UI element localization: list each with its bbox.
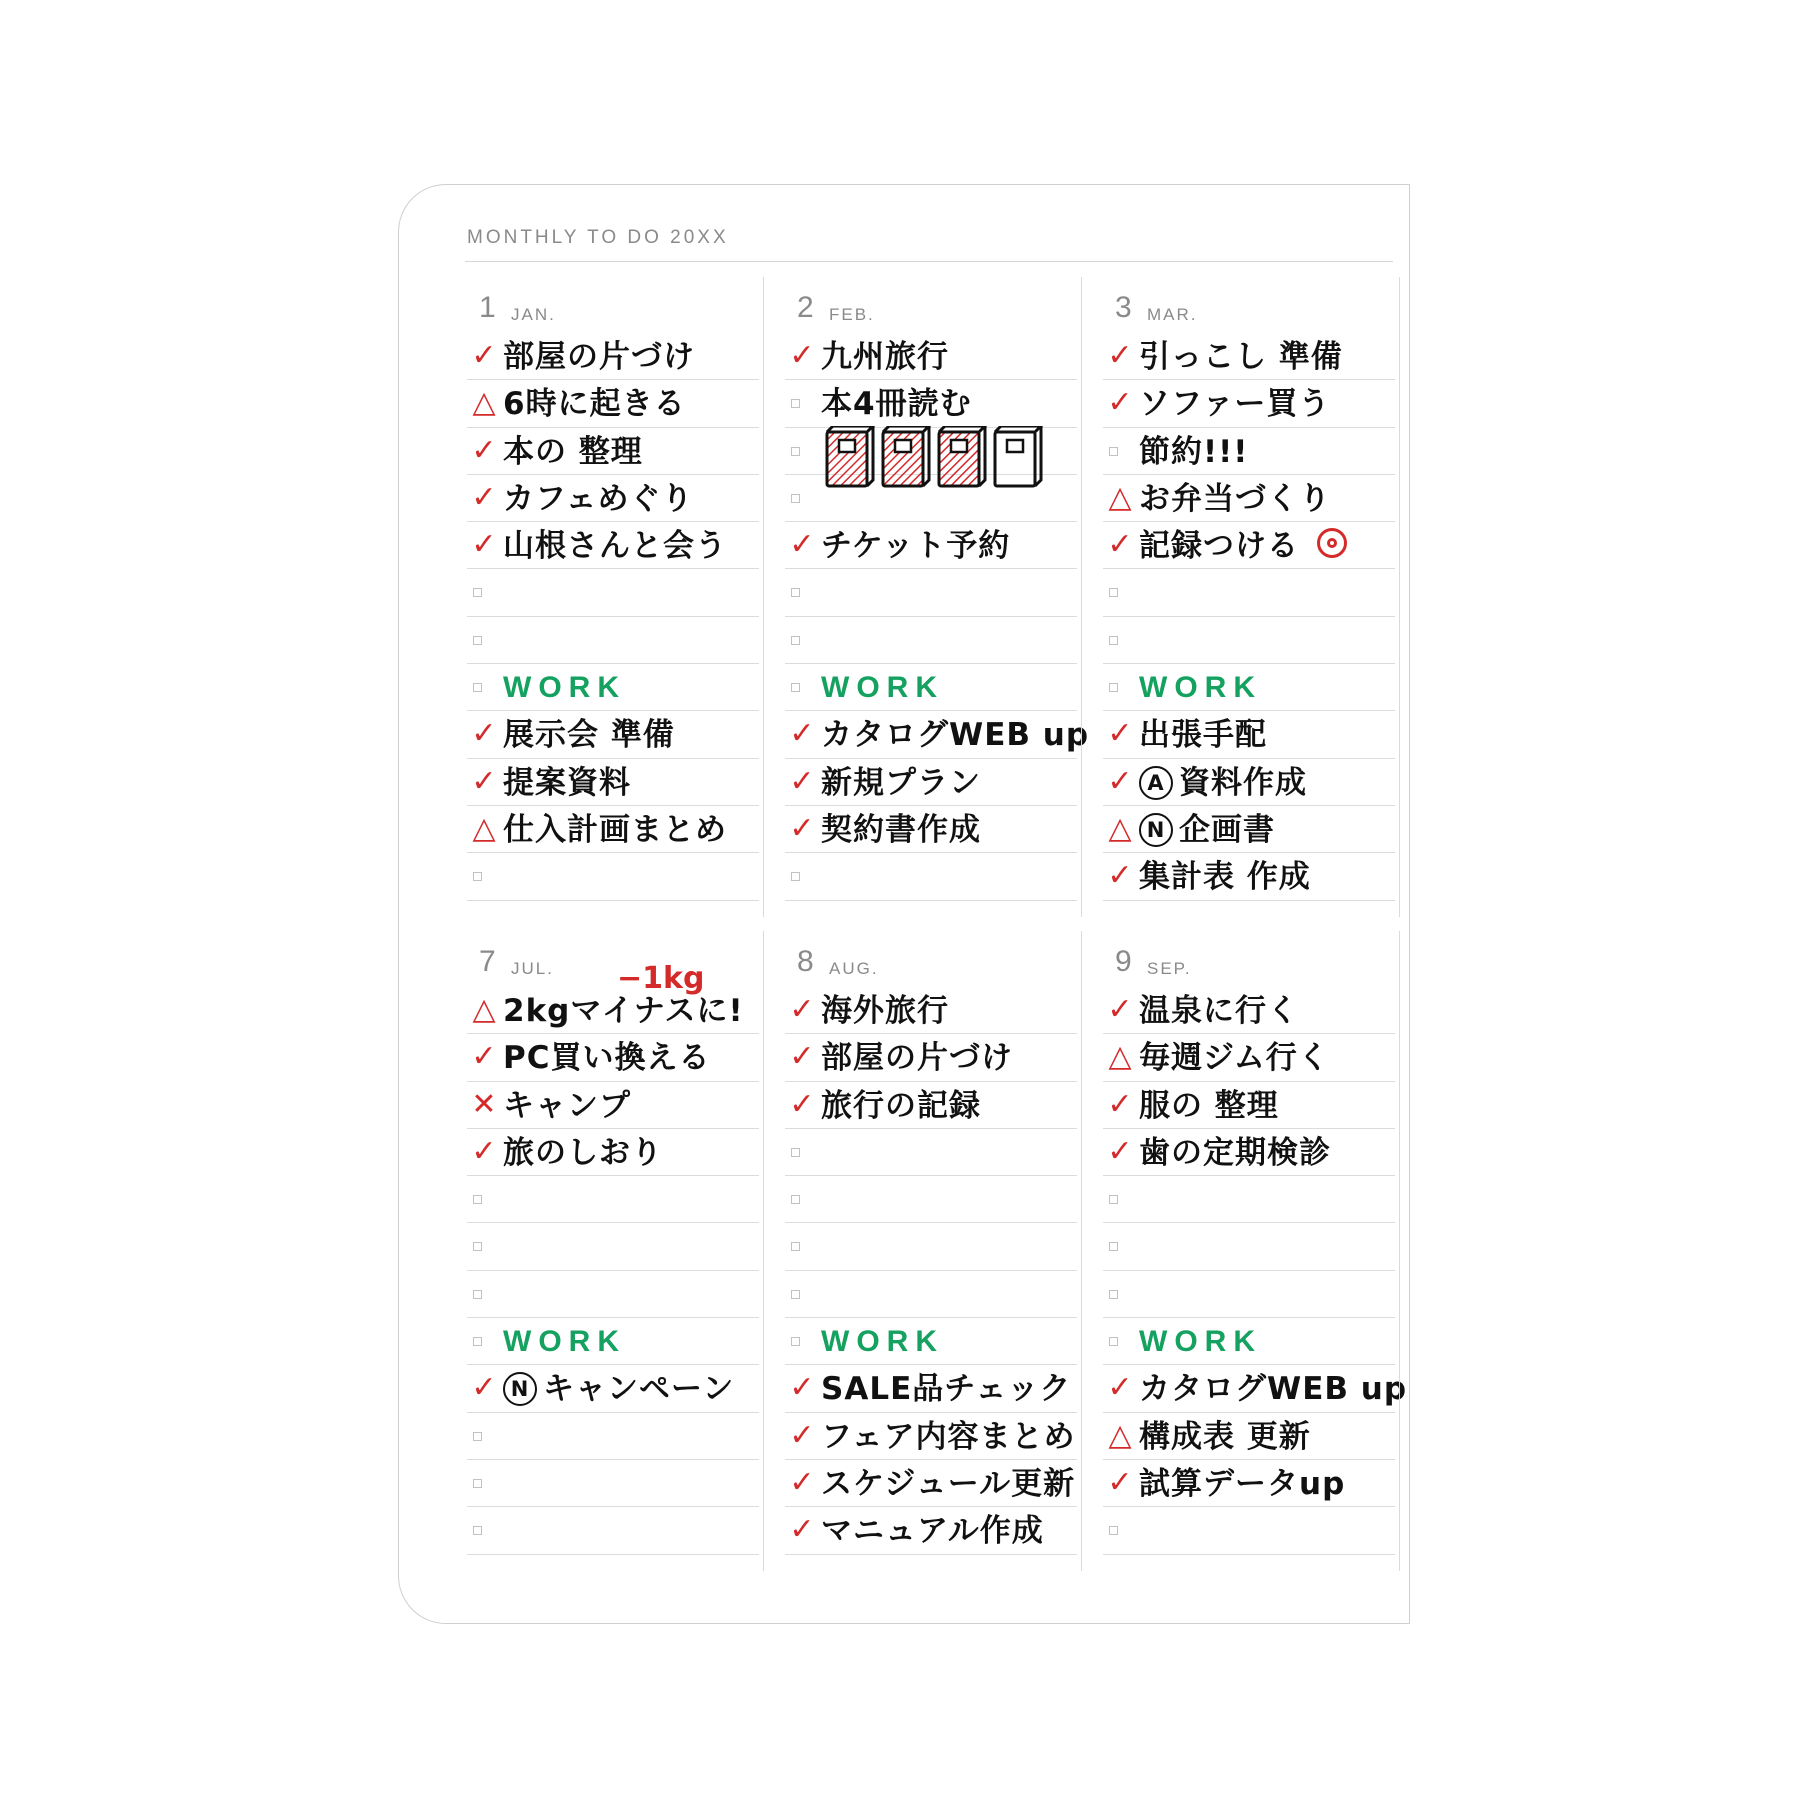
- todo-row[interactable]: [785, 522, 1077, 569]
- todo-row[interactable]: [467, 428, 759, 475]
- todo-row[interactable]: [467, 1271, 759, 1318]
- todo-row[interactable]: [785, 1176, 1077, 1223]
- todo-row[interactable]: [467, 1223, 759, 1270]
- task-text: [1139, 386, 1330, 422]
- todo-row[interactable]: [1103, 475, 1395, 522]
- red-check-icon[interactable]: ✓: [1107, 716, 1133, 752]
- empty-checkbox-icon[interactable]: [1103, 573, 1137, 611]
- empty-checkbox-icon[interactable]: [1103, 432, 1137, 470]
- todo-row[interactable]: [1103, 1082, 1395, 1129]
- task-label: 展示会 準備: [503, 717, 675, 754]
- month-name: JUL.: [511, 959, 554, 978]
- empty-checkbox-icon[interactable]: [1103, 668, 1137, 706]
- task-label: 海外旅行: [821, 993, 949, 1029]
- red-check-icon[interactable]: ✓: [1107, 1464, 1133, 1500]
- task-text: [503, 339, 695, 375]
- todo-row[interactable]: [785, 664, 1077, 711]
- month-column-jan: [467, 285, 759, 901]
- work-section-label: WORK: [1139, 671, 1262, 705]
- red-check-icon[interactable]: ✓: [471, 1039, 497, 1075]
- empty-checkbox-icon[interactable]: [467, 1275, 501, 1313]
- month-name: SEP.: [1147, 959, 1192, 978]
- todo-row[interactable]: [785, 711, 1090, 758]
- todo-row[interactable]: [1103, 1413, 1395, 1460]
- task-label: PC買い換える: [503, 1040, 711, 1077]
- monthly-todo-page: [398, 184, 1410, 1624]
- empty-checkbox-icon[interactable]: [467, 1180, 501, 1218]
- target-icon: [1317, 528, 1347, 558]
- month-header: [1103, 939, 1395, 987]
- red-check-icon[interactable]: ✓: [789, 1417, 815, 1453]
- todo-row[interactable]: [1103, 1129, 1395, 1176]
- column-divider: [1399, 277, 1400, 917]
- todo-row[interactable]: [467, 1082, 759, 1129]
- red-check-icon[interactable]: ✓: [1107, 1133, 1133, 1169]
- month-column-aug: [785, 939, 1077, 1555]
- task-label: 毎週ジム行く: [1139, 1040, 1330, 1077]
- empty-checkbox-icon[interactable]: [785, 857, 819, 895]
- red-check-icon[interactable]: ✓: [789, 763, 815, 799]
- task-label: 試算データup: [1139, 1465, 1346, 1502]
- todo-row[interactable]: [785, 1271, 1077, 1318]
- red-check-icon[interactable]: ✓: [1107, 338, 1133, 373]
- task-label: 企画書: [1179, 811, 1275, 848]
- empty-checkbox-icon[interactable]: [467, 621, 501, 659]
- todo-row[interactable]: [785, 1082, 1077, 1129]
- todo-row[interactable]: [1103, 1365, 1408, 1412]
- empty-checkbox-icon[interactable]: [785, 1133, 819, 1171]
- task-text: [1139, 812, 1275, 848]
- todo-row[interactable]: [1103, 711, 1395, 758]
- month-header: [467, 939, 759, 987]
- empty-checkbox-icon[interactable]: [467, 1417, 501, 1455]
- todo-row[interactable]: [467, 1413, 759, 1460]
- todo-row[interactable]: [1103, 522, 1395, 569]
- red-triangle-icon[interactable]: △: [1108, 1417, 1132, 1453]
- todo-row[interactable]: [467, 1365, 759, 1412]
- todo-row[interactable]: [785, 987, 1077, 1034]
- empty-checkbox-icon[interactable]: [467, 573, 501, 611]
- task-text: [821, 1513, 1044, 1549]
- todo-row[interactable]: [467, 853, 759, 900]
- month-header: [467, 285, 759, 333]
- empty-checkbox-icon[interactable]: [785, 1227, 819, 1265]
- month-header: [785, 285, 1077, 333]
- task-label: カタログWEB up: [1139, 1371, 1408, 1408]
- task-text: [503, 481, 693, 517]
- red-check-icon[interactable]: ✓: [789, 1039, 815, 1075]
- empty-checkbox-icon[interactable]: [1103, 1275, 1137, 1313]
- task-label: 引っこし 準備: [1139, 339, 1343, 375]
- red-check-icon[interactable]: ✓: [471, 1370, 497, 1406]
- red-check-icon[interactable]: ✓: [789, 338, 815, 373]
- red-check-icon[interactable]: ✓: [789, 1086, 815, 1122]
- todo-row[interactable]: [785, 475, 1077, 522]
- empty-checkbox-icon[interactable]: [1103, 1227, 1137, 1265]
- task-label: カフェめぐり: [503, 480, 694, 517]
- task-label: 6時に起きる: [503, 386, 686, 423]
- red-check-icon[interactable]: ✓: [1107, 1370, 1133, 1406]
- todo-row[interactable]: [1103, 380, 1395, 427]
- empty-checkbox-icon[interactable]: [1103, 1180, 1137, 1218]
- task-label: 旅行の記録: [821, 1087, 981, 1124]
- task-label: SALE品チェック: [821, 1371, 1072, 1408]
- todo-row[interactable]: [467, 806, 759, 853]
- task-label: キャンプ: [503, 1087, 631, 1124]
- task-text: [821, 1371, 1071, 1407]
- column-divider: [763, 931, 764, 1571]
- task-text: [503, 812, 727, 848]
- task-text: [821, 339, 949, 375]
- empty-checkbox-icon[interactable]: [785, 1275, 819, 1313]
- todo-row[interactable]: [467, 569, 759, 616]
- todo-row[interactable]: [467, 1507, 759, 1554]
- month-column-feb: [785, 285, 1090, 901]
- task-label: 部屋の片づけ: [503, 339, 695, 375]
- todo-row[interactable]: [1103, 664, 1395, 711]
- todo-row[interactable]: [1103, 428, 1395, 475]
- task-text: [1139, 993, 1299, 1029]
- todo-row[interactable]: [785, 1034, 1077, 1081]
- task-label: 集計表 作成: [1139, 859, 1311, 896]
- red-annotation: −1kg: [617, 961, 705, 996]
- task-text: [821, 765, 981, 801]
- red-check-icon[interactable]: ✓: [1107, 1086, 1133, 1122]
- column-divider: [1081, 277, 1082, 917]
- task-text: [1139, 859, 1311, 895]
- task-text: [821, 1419, 1075, 1455]
- task-label: 節約!!!: [1139, 433, 1249, 470]
- task-text: [821, 528, 1010, 564]
- task-label: 温泉に行く: [1139, 993, 1299, 1029]
- task-label: 構成表 更新: [1139, 1418, 1311, 1455]
- task-label: 契約書作成: [821, 811, 981, 848]
- todo-row[interactable]: [467, 380, 759, 427]
- todo-row[interactable]: [467, 664, 759, 711]
- task-label: 記録つける: [1139, 528, 1299, 565]
- column-divider: [1399, 931, 1400, 1571]
- task-label: チケット予約: [821, 528, 1011, 565]
- empty-checkbox-icon[interactable]: [1103, 1322, 1137, 1360]
- task-label: 旅のしおり: [503, 1134, 663, 1171]
- task-label: 歯の定期検診: [1139, 1134, 1331, 1171]
- red-check-icon[interactable]: ✓: [789, 992, 815, 1027]
- todo-row[interactable]: [467, 1318, 759, 1365]
- red-check-icon[interactable]: ✓: [1107, 385, 1133, 421]
- todo-row[interactable]: [1103, 1318, 1395, 1365]
- todo-row[interactable]: [467, 475, 759, 522]
- work-section-label: WORK: [821, 1325, 944, 1359]
- empty-checkbox-icon[interactable]: [1103, 1511, 1137, 1549]
- red-triangle-icon[interactable]: △: [1108, 479, 1132, 515]
- red-check-icon[interactable]: ✓: [789, 1512, 815, 1548]
- month-name: AUG.: [829, 959, 879, 978]
- red-check-icon[interactable]: ✓: [471, 527, 497, 563]
- month-number: 2: [797, 291, 814, 324]
- todo-row[interactable]: [785, 806, 1077, 853]
- red-check-icon[interactable]: ✓: [471, 432, 497, 468]
- todo-row[interactable]: [1103, 759, 1395, 806]
- red-check-icon[interactable]: ✓: [789, 1370, 815, 1406]
- task-label: お弁当づくり: [1139, 480, 1331, 517]
- month-name: JAN.: [511, 305, 556, 324]
- red-check-icon[interactable]: ✓: [1107, 992, 1133, 1027]
- todo-row[interactable]: [1103, 1507, 1395, 1554]
- task-label: 提案資料: [503, 764, 631, 801]
- red-check-icon[interactable]: ✓: [789, 810, 815, 846]
- task-text: [503, 717, 675, 753]
- empty-checkbox-icon[interactable]: [785, 573, 819, 611]
- column-divider: [1081, 931, 1082, 1571]
- empty-checkbox-icon[interactable]: [785, 432, 819, 470]
- todo-row[interactable]: [785, 1129, 1077, 1176]
- task-text: [821, 1088, 981, 1124]
- red-triangle-icon[interactable]: △: [472, 385, 496, 421]
- month-name: MAR.: [1147, 305, 1198, 324]
- circled-letter-badge: N: [1139, 813, 1173, 847]
- task-text: [1139, 1371, 1407, 1407]
- todo-row[interactable]: [1103, 1034, 1395, 1081]
- task-label: 新規プラン: [821, 764, 981, 801]
- todo-row[interactable]: [467, 1129, 759, 1176]
- red-check-icon[interactable]: ✓: [789, 1464, 815, 1500]
- month-number: 3: [1115, 291, 1132, 324]
- empty-checkbox-icon[interactable]: [467, 1227, 501, 1265]
- empty-checkbox-icon[interactable]: [467, 1464, 501, 1502]
- todo-row[interactable]: [785, 1413, 1077, 1460]
- empty-checkbox-icon[interactable]: [467, 857, 501, 895]
- task-label: 出張手配: [1139, 717, 1267, 754]
- task-text: [1139, 434, 1248, 470]
- red-check-icon[interactable]: ✓: [1107, 763, 1133, 799]
- todo-row[interactable]: [1103, 1223, 1395, 1270]
- task-text: [503, 765, 631, 801]
- todo-row[interactable]: [785, 617, 1077, 664]
- task-label: キャンペーン: [543, 1371, 735, 1408]
- task-text: [503, 386, 686, 422]
- month-column-sep: [1103, 939, 1408, 1555]
- task-text: [821, 1466, 1075, 1502]
- task-text: [1139, 339, 1343, 375]
- task-label: 資料作成: [1179, 764, 1307, 801]
- task-label: 本4冊読む: [821, 386, 972, 423]
- todo-row[interactable]: [1103, 617, 1395, 664]
- empty-checkbox-icon[interactable]: [785, 621, 819, 659]
- red-check-icon[interactable]: ✓: [471, 479, 497, 515]
- empty-checkbox-icon[interactable]: [467, 668, 501, 706]
- red-check-icon[interactable]: ✓: [471, 716, 497, 752]
- red-check-icon[interactable]: ✓: [1107, 858, 1133, 894]
- task-label: 仕入計画まとめ: [503, 811, 727, 848]
- todo-row[interactable]: [467, 1460, 759, 1507]
- task-text: [503, 1371, 734, 1407]
- todo-row[interactable]: [785, 1365, 1077, 1412]
- todo-row[interactable]: [1103, 569, 1395, 616]
- task-label: 山根さんと会う: [503, 528, 727, 565]
- task-text: [503, 1088, 631, 1124]
- todo-row[interactable]: [467, 759, 759, 806]
- task-label: 服の 整理: [1139, 1087, 1279, 1124]
- red-check-icon[interactable]: ✓: [789, 527, 815, 563]
- red-check-icon[interactable]: ✓: [1107, 527, 1133, 563]
- empty-checkbox-icon[interactable]: [785, 1322, 819, 1360]
- empty-checkbox-icon[interactable]: [467, 1322, 501, 1360]
- month-header: [1103, 285, 1395, 333]
- task-label: マニュアル作成: [821, 1513, 1044, 1550]
- task-label: 部屋の片づけ: [821, 1040, 1013, 1077]
- red-check-icon[interactable]: ✓: [471, 1133, 497, 1169]
- todo-row[interactable]: [467, 1176, 759, 1223]
- todo-row[interactable]: [785, 380, 1077, 427]
- task-text: [1139, 1419, 1311, 1455]
- todo-row[interactable]: [785, 1460, 1077, 1507]
- todo-row[interactable]: [467, 333, 759, 380]
- task-text: [821, 812, 981, 848]
- todo-row[interactable]: [467, 711, 759, 758]
- todo-row[interactable]: [1103, 333, 1395, 380]
- task-text: [821, 1040, 1013, 1076]
- red-check-icon[interactable]: ✓: [471, 338, 497, 373]
- task-text: [1139, 765, 1307, 801]
- column-divider: [763, 277, 764, 917]
- red-triangle-icon[interactable]: △: [1108, 810, 1132, 846]
- month-name: FEB.: [829, 305, 875, 324]
- empty-checkbox-icon[interactable]: [785, 384, 819, 422]
- task-label: 九州旅行: [821, 339, 949, 375]
- circled-letter-badge: A: [1139, 766, 1173, 800]
- circled-letter-badge: N: [503, 1372, 537, 1406]
- task-text: [1139, 1088, 1279, 1124]
- task-label: ソファー買う: [1139, 386, 1331, 423]
- work-section-label: WORK: [821, 671, 944, 705]
- empty-checkbox-icon[interactable]: [785, 479, 819, 517]
- task-text: [821, 386, 972, 422]
- todo-row[interactable]: [785, 569, 1077, 616]
- todo-row[interactable]: [1103, 806, 1395, 853]
- task-text: [503, 434, 643, 470]
- red-cross-icon[interactable]: ✕: [471, 1086, 497, 1122]
- work-section-label: WORK: [503, 671, 626, 705]
- todo-row[interactable]: [785, 853, 1077, 900]
- task-text: [1139, 1135, 1331, 1171]
- empty-checkbox-icon[interactable]: [785, 668, 819, 706]
- task-label: カタログWEB up: [821, 717, 1090, 754]
- todo-row[interactable]: [785, 1223, 1077, 1270]
- task-label: スケジュール更新: [821, 1465, 1076, 1502]
- month-number: 1: [479, 291, 496, 324]
- task-label: フェア内容まとめ: [821, 1418, 1076, 1455]
- task-text: [1139, 717, 1267, 753]
- todo-row[interactable]: [1103, 1460, 1395, 1507]
- month-column-mar: [1103, 285, 1395, 901]
- todo-row[interactable]: [785, 759, 1077, 806]
- empty-checkbox-icon[interactable]: [467, 1511, 501, 1549]
- task-text: [503, 528, 727, 564]
- empty-checkbox-icon[interactable]: [785, 1180, 819, 1218]
- red-check-icon[interactable]: ✓: [471, 763, 497, 799]
- month-number: 9: [1115, 945, 1132, 978]
- task-text: [503, 1040, 710, 1076]
- todo-row[interactable]: [467, 522, 759, 569]
- work-section-label: WORK: [503, 1325, 626, 1359]
- todo-row[interactable]: [467, 1034, 759, 1081]
- todo-row[interactable]: [1103, 1176, 1395, 1223]
- red-triangle-icon[interactable]: △: [472, 810, 496, 846]
- work-section-label: WORK: [1139, 1325, 1262, 1359]
- page-title: MONTHLY TO DO 20XX: [467, 227, 729, 248]
- todo-row[interactable]: [467, 617, 759, 664]
- todo-row[interactable]: [785, 333, 1077, 380]
- todo-row[interactable]: [1103, 1271, 1395, 1318]
- task-text: [1139, 528, 1347, 564]
- task-text: [1139, 1040, 1330, 1076]
- month-number: 7: [479, 945, 496, 978]
- month-column-jul: [467, 939, 759, 1555]
- red-check-icon[interactable]: ✓: [789, 716, 815, 752]
- task-text: [1139, 481, 1331, 517]
- month-header: [785, 939, 1077, 987]
- task-text: [503, 1135, 663, 1171]
- task-label: 本の 整理: [503, 433, 643, 470]
- month-number: 8: [797, 945, 814, 978]
- task-text: [1139, 1466, 1345, 1502]
- todo-row[interactable]: [1103, 853, 1395, 900]
- task-text: [821, 993, 949, 1029]
- todo-row[interactable]: [1103, 987, 1395, 1034]
- todo-row[interactable]: [785, 1318, 1077, 1365]
- task-text: [821, 717, 1089, 753]
- todo-row[interactable]: [785, 428, 1077, 475]
- todo-row[interactable]: [785, 1507, 1077, 1554]
- task-label: 2kgマイナスに!: [503, 993, 744, 1029]
- empty-checkbox-icon[interactable]: [1103, 621, 1137, 659]
- title-divider: [465, 261, 1393, 262]
- task-text: [503, 993, 744, 1029]
- red-triangle-icon[interactable]: △: [1108, 1039, 1132, 1075]
- red-triangle-icon[interactable]: △: [472, 992, 496, 1027]
